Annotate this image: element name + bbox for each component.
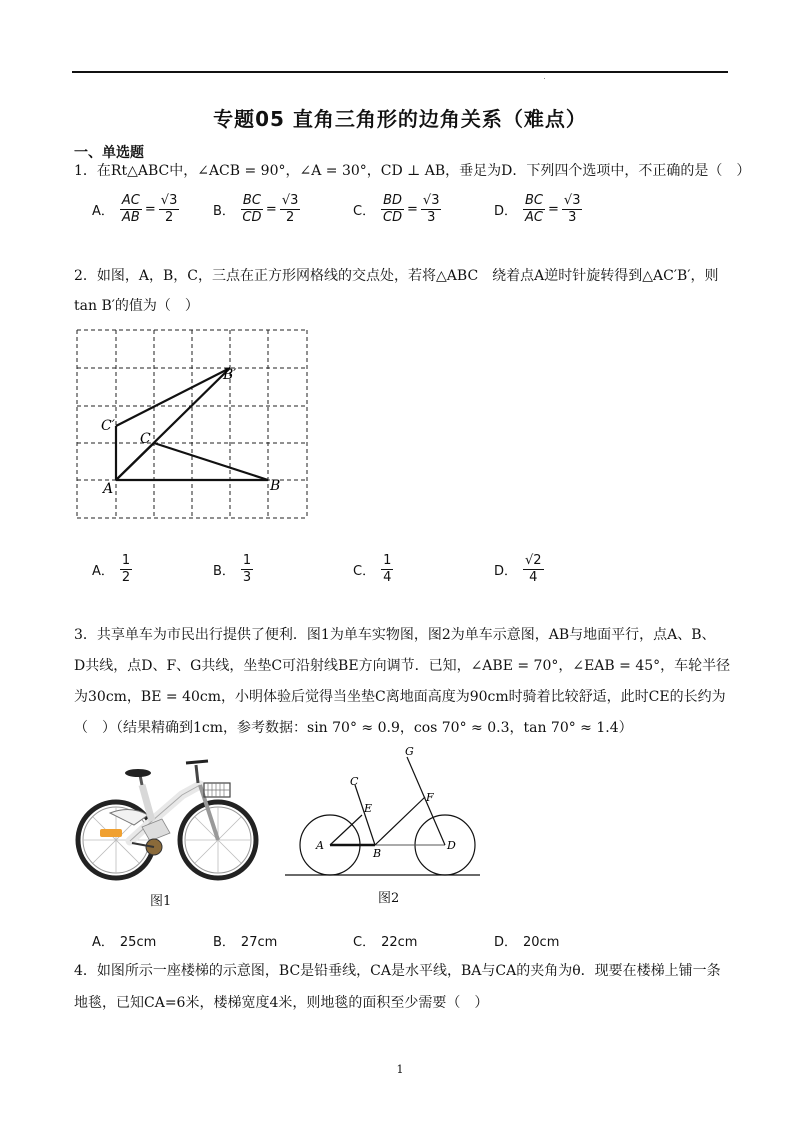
q3-stem-line3: 为30cm，BE = 40cm，小明体验后觉得当坐垫C离地面高度为90cm时骑着比较舒适，此时CE的长约为 — [74, 689, 726, 705]
q3-option-b[interactable] — [213, 931, 277, 950]
q1-option-b-label: B． — [213, 204, 235, 219]
q2-option-a[interactable] — [92, 553, 132, 586]
q3-option-c-text: 22cm — [381, 935, 418, 950]
q1-option-d[interactable]: D． $\frac{BC}{AC}$ = $\frac{√3}{3}$ — [494, 193, 581, 225]
segment-cb — [154, 443, 268, 480]
q1-option-b[interactable]: B． $\frac{BC}{CD}$ = $\frac{√3}{2}$ — [213, 193, 299, 225]
q1-option-d-lhs: $\frac{BC}{AC}$ — [525, 193, 544, 225]
header-dot — [544, 78, 545, 79]
q3-option-c[interactable] — [353, 931, 417, 950]
q1-option-a-label: A． — [92, 204, 114, 219]
q3-option-d[interactable] — [494, 931, 559, 950]
q2-label-b: B — [270, 478, 281, 494]
q2-label-c-prime: C′ — [101, 418, 115, 434]
fig2-label-c: C — [350, 775, 359, 788]
section-heading: 一、单选题 — [74, 145, 144, 161]
fig2-label-d: D — [447, 839, 456, 852]
q1-option-c-lhs: $\frac{BD}{CD}$ — [383, 193, 403, 225]
q1-option-b-rhs: $\frac{√3}{2}$ — [281, 193, 299, 225]
fig2-label-e: E — [364, 802, 373, 815]
fig2-label-b: B — [373, 847, 382, 860]
q2-option-c[interactable] — [353, 553, 393, 586]
page-title: 专题05 直角三角形的边角关系（难点） — [213, 107, 587, 131]
q3-stem-line2: D共线，点D、F、G共线，坐垫C可沿射线BE方向调节．已知，∠ABE = 70°，∠EAB = 45°，车轮半径 — [74, 658, 731, 674]
segment-bf — [375, 797, 425, 845]
q3-option-b-label: B． — [213, 935, 235, 950]
q2-option-c-value: $\frac{1}{4}$ — [383, 553, 392, 585]
q3-option-d-label: D． — [494, 935, 518, 950]
q3-option-d-text: 20cm — [523, 935, 560, 950]
q2-option-d-label: D． — [494, 564, 518, 579]
q2-option-b[interactable] — [213, 553, 253, 586]
q2-grid-figure — [70, 322, 320, 527]
q1-option-b-lhs: $\frac{BC}{CD}$ — [242, 193, 262, 225]
q2-option-d-value: $\frac{√2}{4}$ — [525, 553, 542, 585]
q2-option-d[interactable] — [494, 553, 544, 586]
q1-option-c-label: C． — [353, 204, 376, 219]
page-number: 1 — [396, 1063, 404, 1076]
header-rule — [72, 71, 728, 73]
q2-stem-line2: tan B′的值为（ ） — [74, 298, 199, 314]
q1-option-a-lhs: $\frac{AC}{AB}$ — [121, 193, 140, 225]
q1-option-d-rhs: $\frac{√3}{3}$ — [563, 193, 581, 225]
q3-option-a-text: 25cm — [119, 935, 157, 950]
q3-option-a-label: A． — [92, 935, 114, 950]
q1-stem: 1．在Rt△ABC中，∠ACB = 90°，∠A = 30°，CD ⊥ AB，垂足为D．下列四个选项中，不正确的是（ ） — [74, 163, 751, 179]
bicycle-schematic — [285, 745, 485, 880]
fig2-label-g: G — [405, 745, 414, 758]
q1-option-d-label: D． — [494, 204, 518, 219]
q1-option-a[interactable]: A． $\frac{AC}{AB}$ = $\frac{√3}{2}$ — [92, 193, 178, 225]
q2-label-a: A — [103, 481, 114, 497]
q3-option-a[interactable] — [92, 931, 156, 950]
q3-stem-line1: 3．共享单车为市民出行提供了便利．图1为单车实物图，图2为单车示意图，AB与地面平行，点A、B、 — [74, 627, 716, 643]
saddle — [125, 769, 151, 777]
segment-c1b1 — [116, 368, 230, 426]
q2-option-c-label: C． — [353, 564, 376, 579]
fig2-caption: 图2 — [378, 891, 400, 906]
bicycle-photo — [70, 755, 260, 890]
q2-option-a-label: A． — [92, 564, 114, 579]
q4-stem-line2: 地毯，已知CA=6米，楼梯宽度4米，则地毯的面积至少需要（ ） — [74, 995, 489, 1011]
fig2-label-a: A — [316, 839, 324, 852]
q2-stem-line1: 2．如图，A，B，C，三点在正方形网格线的交点处，若将△ABC 绕着点A逆时针旋转得到△AC′B′，则 — [74, 268, 719, 284]
q3-stem-line4: （ ）（结果精确到1cm，参考数据：sin 70° ≈ 0.9，cos 70° ≈ 0.3，tan 70° ≈ 1.4） — [74, 720, 633, 736]
q2-option-b-label: B． — [213, 564, 235, 579]
q1-option-a-rhs: $\frac{√3}{2}$ — [160, 193, 178, 225]
q2-label-c: C — [140, 431, 151, 447]
q4-stem-line1: 4．如图所示一座楼梯的示意图，BC是铅垂线，CA是水平线，BA与CA的夹角为θ．现要在楼梯上铺一条 — [74, 963, 721, 979]
q2-option-a-value: $\frac{1}{2}$ — [121, 553, 131, 585]
q1-option-c-rhs: $\frac{√3}{3}$ — [422, 193, 440, 225]
q2-option-b-value: $\frac{1}{3}$ — [242, 553, 252, 585]
fig2-label-f: F — [426, 791, 434, 804]
q2-label-b-prime: B′ — [223, 367, 237, 383]
q3-option-c-label: C． — [353, 935, 376, 950]
rear-reflector — [100, 829, 122, 837]
q1-option-c[interactable]: C． $\frac{BD}{CD}$ = $\frac{√3}{3}$ — [353, 193, 440, 225]
fig1-caption: 图1 — [150, 894, 172, 909]
q3-option-b-text: 27cm — [240, 935, 278, 950]
